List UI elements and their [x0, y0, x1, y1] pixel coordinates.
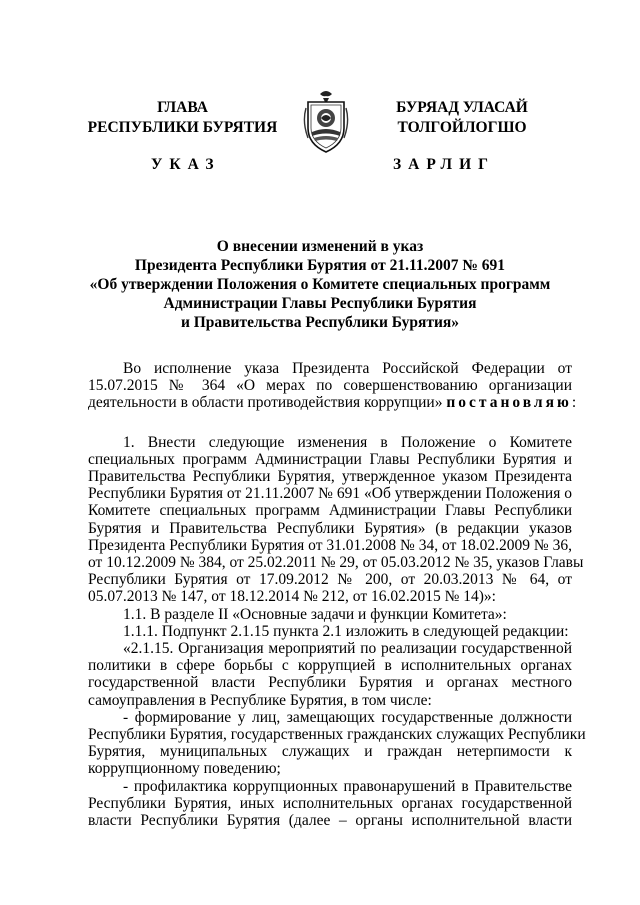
- paragraph-bullet-2: [88, 778, 572, 830]
- text-line: Республики Бурятия, иных исполнительных органах государственной: [88, 794, 572, 812]
- text-line: государственной власти Республики Бурятия и органах местного: [88, 674, 572, 692]
- header-left-line1: ГЛАВА: [157, 99, 208, 116]
- header-left: [75, 98, 290, 138]
- doc-type-ru: УКАЗ: [151, 156, 221, 173]
- coat-of-arms-icon: [300, 88, 352, 158]
- title-line: и Правительства Республики Бурятия»: [180, 314, 460, 331]
- paragraph-item-1-1: [88, 606, 572, 623]
- header-left-line2: РЕСПУБЛИКИ БУРЯТИЯ: [87, 119, 278, 136]
- doc-type-bua: ЗАРЛИГ: [393, 156, 495, 173]
- paragraph-item-1-1-1: [88, 623, 572, 640]
- document-body: [88, 360, 586, 830]
- text-line: [88, 394, 577, 412]
- text-line: Республики Бурятия от 17.09.2012 № 200, от 20.03.2013 № 64, от: [88, 571, 572, 589]
- title-line: Администрации Главы Республики Бурятия: [163, 295, 477, 312]
- text-line: 1.1. В разделе II «Основные задачи и функции Комитета»:: [123, 605, 507, 623]
- header-right-line2: ТОЛГОЙЛОГШО: [397, 119, 527, 136]
- text-line: коррупционному поведению;: [88, 760, 281, 778]
- text-line: специальных программ Администрации Главы Республики Бурятия и: [88, 450, 572, 468]
- text-line: Правительства Республики Бурятия, утвержденное указом Президента: [88, 468, 572, 486]
- title-line: Президента Республики Бурятия от 21.11.2007 № 691: [134, 257, 506, 274]
- text-fragment: :: [571, 394, 577, 412]
- text-line: самоуправления в Республике Бурятия, в том числе:: [88, 691, 432, 709]
- text-line: Республики Бурятия от 21.11.2007 № 691 «Об утверждении Положения о: [88, 485, 572, 503]
- title-line: О внесении изменений в указ: [216, 238, 424, 255]
- header-right: [362, 98, 562, 138]
- text-line: - формирование у лиц, замещающих государственные должности: [123, 708, 572, 726]
- text-line: 1.1.1. Подпункт 2.1.15 пункта 2.1 изложить в следующей редакции:: [123, 622, 569, 640]
- text-line: политики в сфере борьбы с коррупцией в исполнительных органах: [88, 657, 572, 675]
- text-line: Во исполнение указа Президента Российской Федерации от: [123, 360, 572, 377]
- text-line: - профилактика коррупционных правонарушений в Правительстве: [123, 777, 572, 795]
- paragraph-item-1: [88, 433, 584, 606]
- paragraph-bullet-1: [88, 708, 586, 778]
- document-title: [60, 237, 580, 332]
- text-line: 15.07.2015 № 364 «О мерах по совершенствованию организации: [88, 377, 572, 395]
- header-right-line1: БУРЯАД УЛАСАЙ: [396, 99, 528, 116]
- text-line: Президента Республики Бурятия от 31.01.2008 № 34, от 18.02.2009 № 36,: [88, 536, 572, 554]
- text-line: Республики Бурятия, государственных гражданских служащих Республики: [88, 726, 586, 744]
- text-line: «2.1.15. Организация мероприятий по реализации государственной: [123, 640, 572, 658]
- text-line: Бурятия и Правительства Республики Бурятия» (в редакции указов: [88, 519, 572, 537]
- paragraph-preamble: [88, 360, 577, 412]
- text-line: власти Республики Бурятия (далее – органы исполнительной власти: [88, 812, 572, 830]
- text-line: от 10.12.2009 № 384, от 25.02.2011 № 29, от 05.03.2012 № 35, указов Главы: [88, 554, 584, 572]
- text-line: 05.07.2013 № 147, от 18.12.2014 № 212, от 16.02.2015 № 14)»:: [88, 588, 496, 606]
- text-line: Бурятия, муниципальных служащих и граждан нетерпимости к: [88, 743, 572, 761]
- text-line: Комитете специальных программ Администрации Главы Республики: [88, 502, 572, 520]
- paragraph-sub-2-1-15: [88, 640, 572, 709]
- title-line: «Об утверждении Положения о Комитете специальных программ: [89, 276, 551, 293]
- text-line: 1. Внести следующие изменения в Положение о Комитете: [123, 433, 572, 451]
- decree-keyword: постановляю: [446, 394, 572, 412]
- text-fragment: деятельности в области противодействия коррупции»: [88, 394, 447, 412]
